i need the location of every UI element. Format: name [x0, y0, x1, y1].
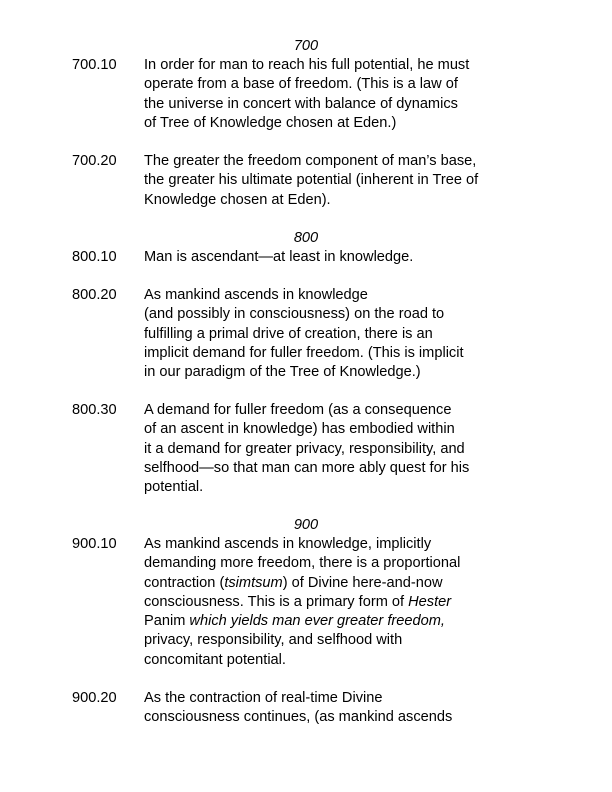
entry-line: implicit demand for fuller freedom. (This is implicit [144, 344, 464, 361]
entry-line: Knowledge chosen at Eden). [144, 191, 331, 208]
entry-line: A demand for fuller freedom (as a consequence [144, 402, 452, 418]
entry-number: 700.10 [72, 57, 117, 73]
entry-line: demanding more freedom, there is a proportional [144, 555, 461, 572]
entry-number: 700.20 [72, 153, 117, 169]
entry-line: the universe in concert with balance of dynamics [144, 95, 458, 112]
italic-term: Hester [408, 593, 452, 610]
entry-line: As mankind ascends in knowledge, implicitly [144, 536, 432, 552]
entry-line: selfhood—so that man can more ably quest for his [144, 459, 470, 476]
entry-text [144, 286, 544, 382]
italic-term: which yields man ever greater freedom, [185, 613, 445, 630]
entry-text [144, 401, 544, 497]
entry-line: As mankind ascends in knowledge [144, 287, 368, 303]
entry-line: contraction (tsimtsum) of Divine here-and-now [144, 574, 443, 591]
entry-line: consciousness continues, (as mankind ascends [144, 709, 453, 726]
entry-number: 800.20 [72, 287, 117, 303]
entry-text [144, 535, 544, 670]
italic-term: tsimtsum [224, 574, 283, 591]
entry-line: In order for man to reach his full potential, he must [144, 57, 470, 73]
entry-text [144, 56, 544, 133]
section-heading-800: 800 [293, 230, 319, 246]
entry-line: (and possibly in consciousness) on the road to [144, 306, 445, 323]
entry-line: Man is ascendant—at least in knowledge. [144, 249, 414, 265]
entry-text [144, 689, 544, 728]
entry-number: 800.30 [72, 402, 117, 418]
entry-line: it a demand for greater privacy, responsibility, and [144, 440, 465, 457]
entry-line: of an ascent in knowledge) has embodied within [144, 421, 455, 438]
entry-line: privacy, responsibility, and selfhood with [144, 632, 403, 649]
entry-number: 900.10 [72, 536, 117, 552]
entry-line: operate from a base of freedom. (This is a law of [144, 76, 458, 93]
entry-line: in our paradigm of the Tree of Knowledge.) [144, 364, 421, 381]
entry-line: the greater his ultimate potential (inherent in Tree of [144, 172, 479, 189]
section-heading-700: 700 [293, 38, 319, 54]
entry-line: concomitant potential. [144, 651, 286, 668]
entry-line: The greater the freedom component of man’s base, [144, 153, 477, 169]
entry-text [144, 152, 544, 210]
entry-line: As the contraction of real-time Divine [144, 690, 383, 706]
entry-number: 900.20 [72, 690, 117, 706]
section-heading-900: 900 [293, 517, 319, 533]
entry-line: fulfilling a primal drive of creation, there is an [144, 325, 433, 342]
entry-line: consciousness. This is a primary form of Hester [144, 593, 452, 610]
entry-number: 800.10 [72, 249, 117, 265]
entry-line: Panim which yields man ever greater freedom, [144, 613, 445, 630]
entry-text [144, 248, 544, 267]
entry-line: of Tree of Knowledge chosen at Eden.) [144, 114, 397, 131]
entry-line: potential. [144, 479, 204, 496]
